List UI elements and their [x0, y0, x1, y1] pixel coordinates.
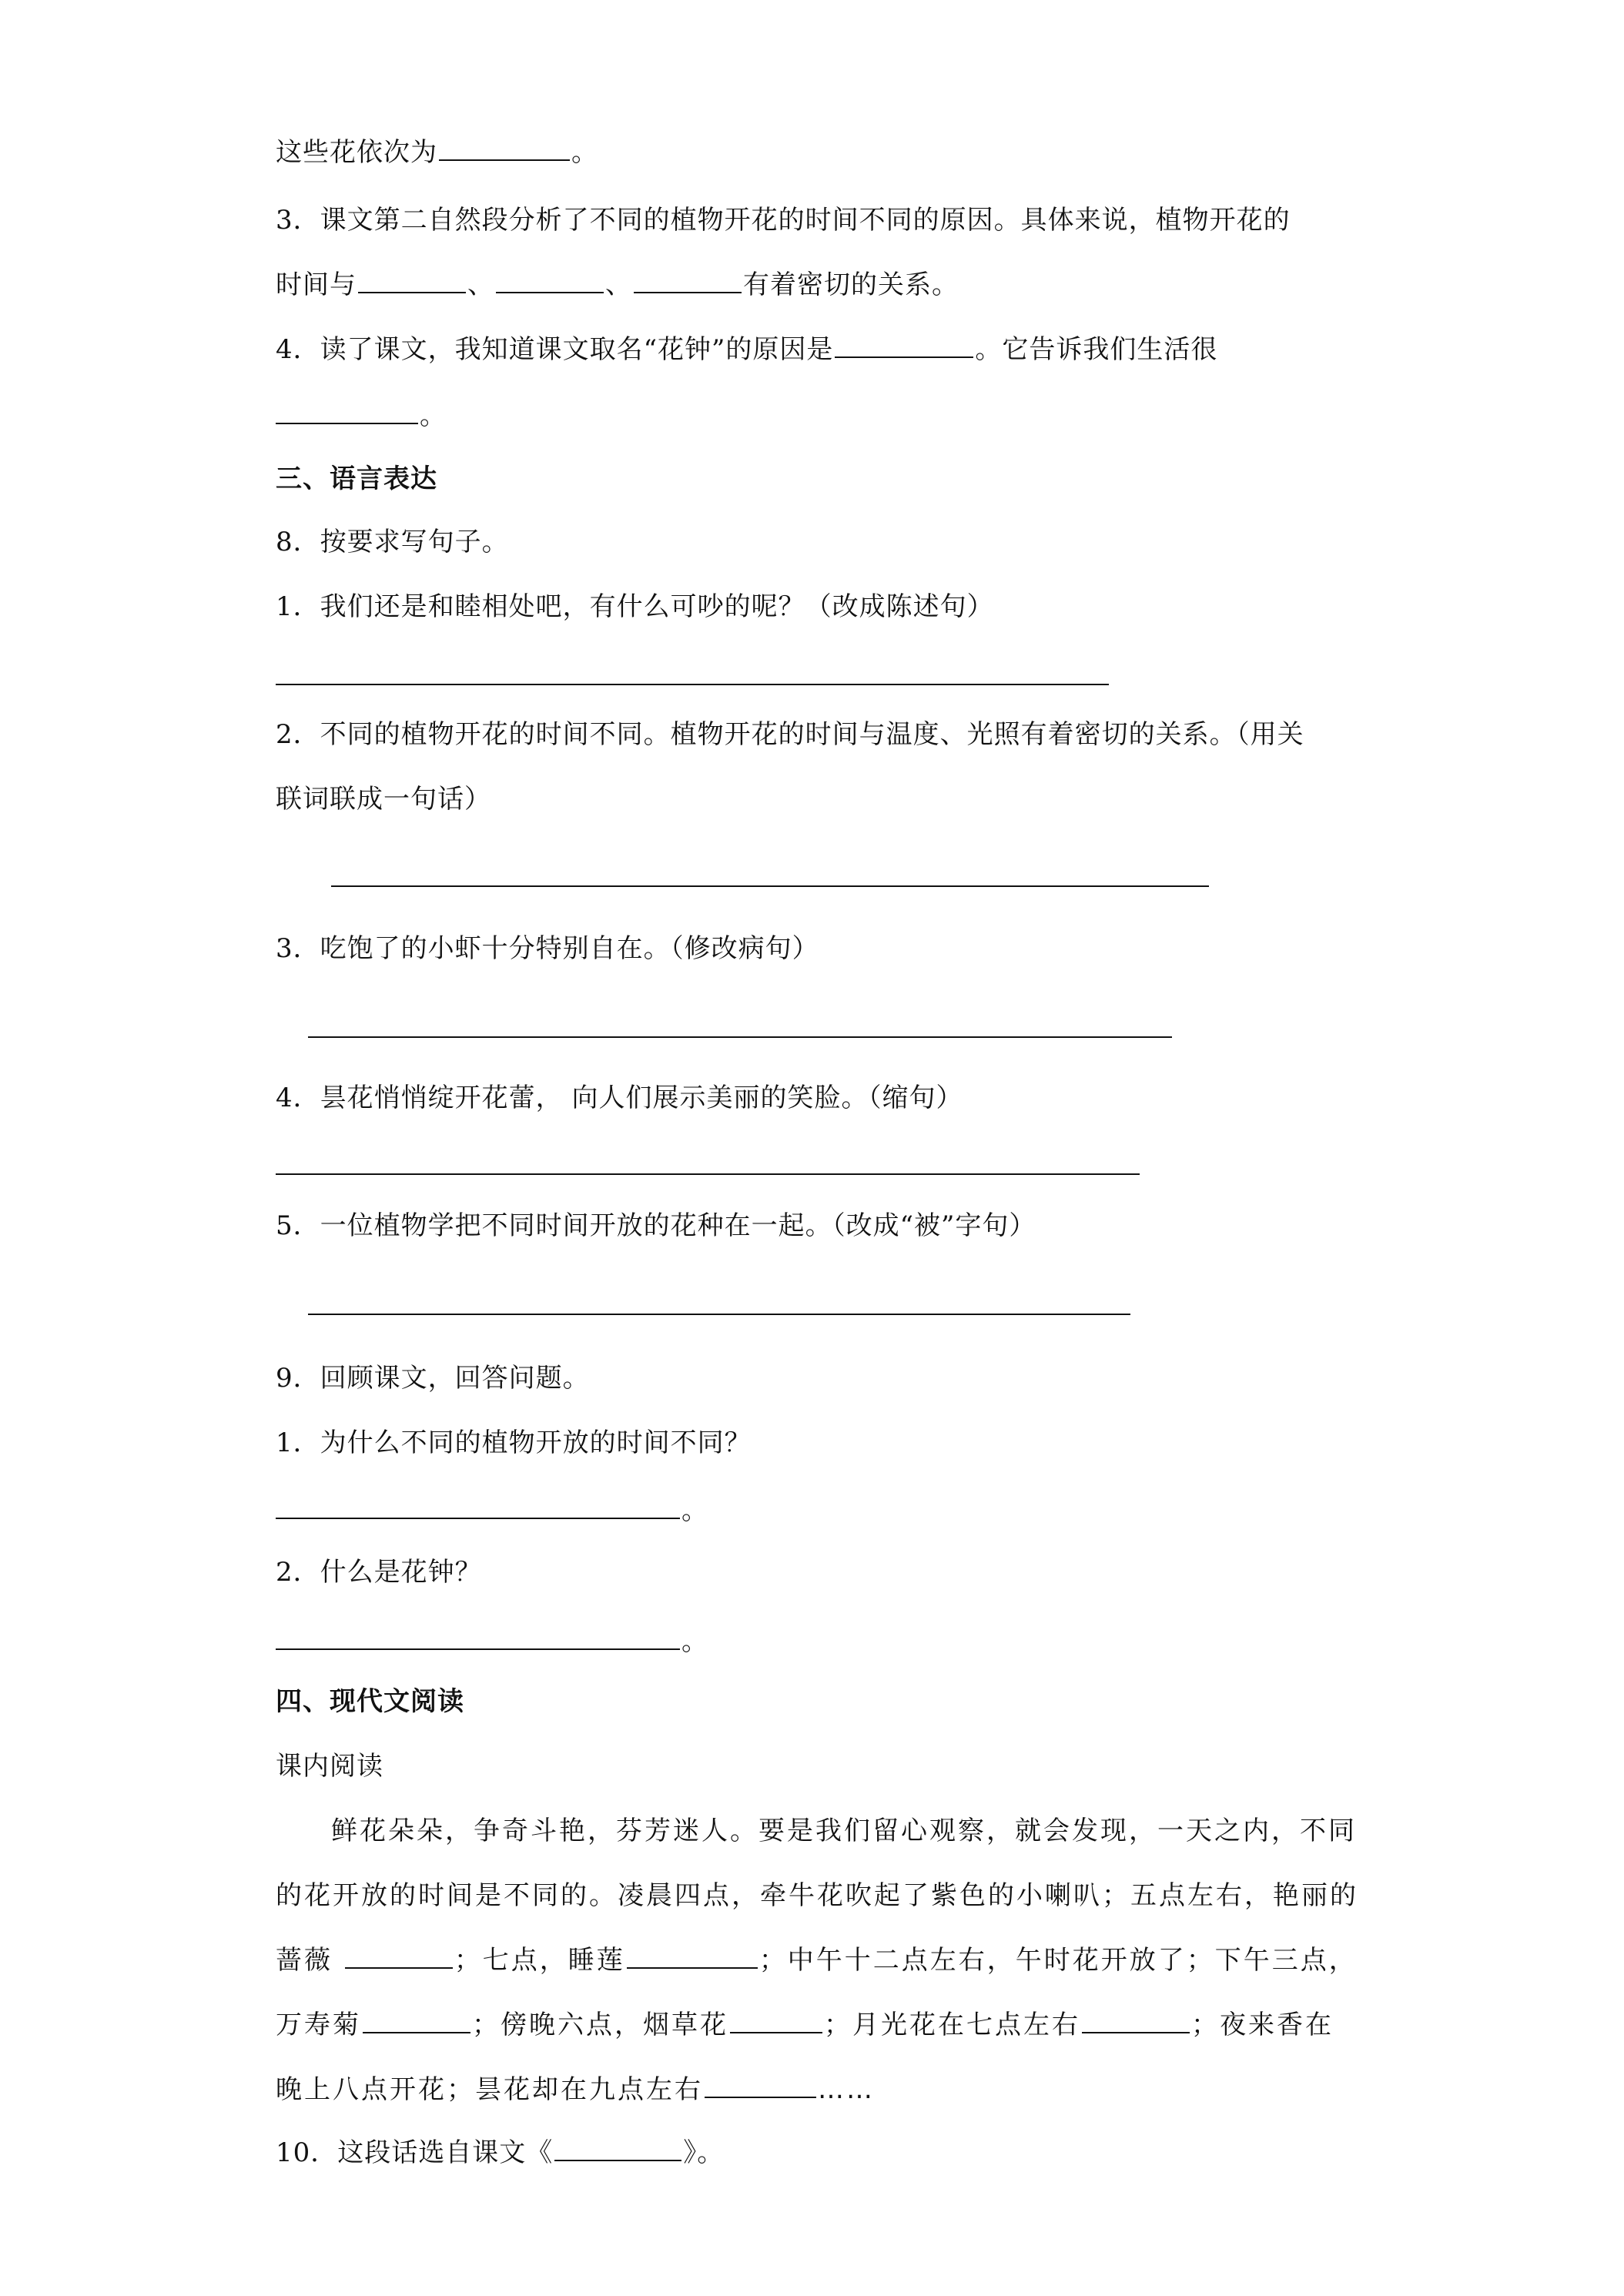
answer-blank[interactable] — [363, 2009, 470, 2033]
question-4-line: 4．读了课文，我知道课文取名“花钟”的原因是 。它告诉我们生活很 — [276, 334, 1218, 365]
question-10: 10．这段话选自课文《 》。 — [276, 2137, 725, 2168]
answer-line[interactable] — [276, 684, 1109, 685]
question-8: 8．按要求写句子。 — [276, 527, 509, 557]
answer-blank[interactable] — [730, 2009, 822, 2033]
section-4-heading: 四、现代文阅读 — [276, 1686, 464, 1717]
answer-blank[interactable] — [345, 1944, 453, 1969]
reading-paragraph-line: 万寿菊 ；傍晚六点，烟草花 ；月光花在七点左右 ；夜来香在 — [276, 2010, 1334, 2040]
answer-blank[interactable] — [705, 2073, 816, 2098]
reading-paragraph-line: 晚上八点开花；昙花却在九点左右 …… — [276, 2074, 875, 2105]
sentence-5-prompt: 5．一位植物学把不同时间开放的花种在一起。（改成“被”字句） — [276, 1210, 1036, 1241]
answer-blank[interactable] — [554, 2137, 681, 2161]
question-9-2: 2．什么是花钟？ — [276, 1557, 482, 1588]
flower-order-line: 这些花依次为 。 — [276, 137, 598, 168]
answer-blank[interactable] — [276, 1494, 680, 1519]
question-3-line: 3．课文第二自然段分析了不同的植物开花的时间不同的原因。具体来说，植物开花的 — [276, 205, 1291, 236]
question-9-2-answer: 。 — [276, 1625, 708, 1658]
answer-blank[interactable] — [496, 269, 604, 293]
answer-blank[interactable] — [835, 333, 973, 358]
answer-blank[interactable] — [358, 269, 466, 293]
answer-line[interactable] — [331, 885, 1209, 887]
answer-blank[interactable] — [1082, 2009, 1190, 2033]
question-9: 9．回顾课文，回答问题。 — [276, 1363, 590, 1394]
reading-subtitle: 课内阅读 — [276, 1751, 383, 1782]
reading-paragraph-line: 鲜花朵朵，争奇斗艳，芬芳迷人。要是我们留心观察，就会发现，一天之内，不同 — [331, 1816, 1357, 1846]
answer-blank[interactable] — [276, 1625, 680, 1650]
answer-blank[interactable] — [627, 1944, 758, 1969]
question-9-1-answer: 。 — [276, 1494, 708, 1528]
answer-line[interactable] — [308, 1036, 1172, 1038]
question-9-1: 1．为什么不同的植物开放的时间不同？ — [276, 1427, 752, 1458]
answer-line[interactable] — [308, 1314, 1130, 1315]
answer-blank[interactable] — [634, 269, 742, 293]
sentence-3-prompt: 3．吃饱了的小虾十分特别自在。（修改病句） — [276, 933, 819, 964]
question-3-blanks-line: 时间与 、 、 有着密切的关系。 — [276, 269, 959, 300]
sentence-2-prompt: 2．不同的植物开花的时间不同。植物开花的时间与温度、光照有着密切的关系。（用关 — [276, 719, 1304, 750]
question-4-continuation: 。 — [276, 399, 447, 433]
sentence-4-prompt: 4．昙花悄悄绽开花蕾， 向人们展示美丽的笑脸。（缩句） — [276, 1083, 963, 1113]
sentence-1-prompt: 1．我们还是和睦相处吧，有什么可吵的呢？（改成陈述句） — [276, 591, 994, 622]
section-3-heading: 三、语言表达 — [276, 464, 437, 494]
answer-blank[interactable] — [439, 136, 570, 161]
reading-paragraph-line: 蔷薇 ；七点，睡莲 ；中午十二点左右，午时花开放了；下午三点， — [276, 1945, 1358, 1976]
reading-paragraph-line: 的花开放的时间是不同的。凌晨四点，牵牛花吹起了紫色的小喇叭；五点左右，艳丽的 — [276, 1880, 1358, 1911]
sentence-2-prompt-continued: 联词联成一句话） — [276, 784, 491, 815]
answer-blank[interactable] — [276, 400, 418, 424]
answer-line[interactable] — [276, 1173, 1140, 1175]
